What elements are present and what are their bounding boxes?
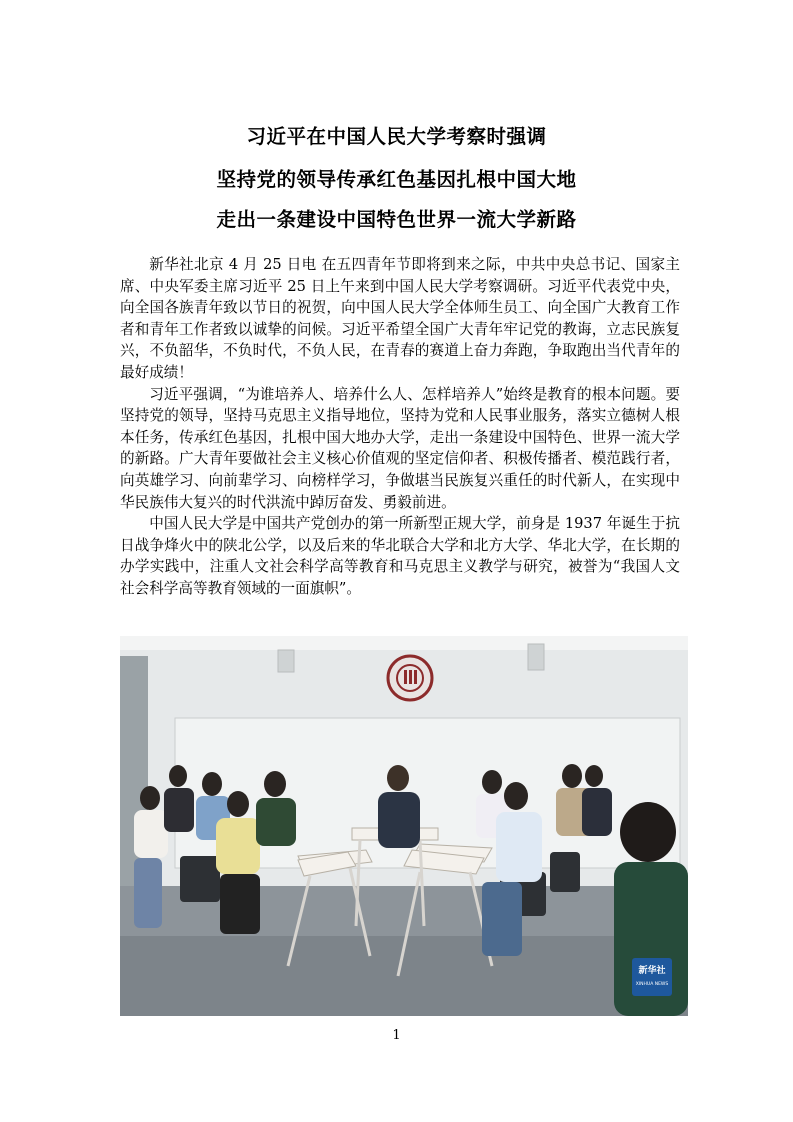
paragraph-1: 新华社北京 4 月 25 日电 在五四青年节即将到来之际，中共中央总书记、国家主席、中央军委主席习近平 25 日上午来到中国人民大学考察调研。习近平代表党中央，向全国各族青年致以节日的祝贺，向中国人民大学全体师生员工、向全国广大教育工作者和青年工作者致以诚挚的问候。习近平希望全国广大青年牢记党的教诲，立志民族复兴，不负韶华，不负时代，不负人民，在青春的赛道上奋力奔跑，争取跑出当代青年的最好成绩！	[120, 256, 680, 381]
news-photo	[120, 636, 688, 1016]
university-emblem	[388, 656, 432, 700]
article-body	[120, 254, 680, 600]
xinhua-watermark	[632, 958, 672, 996]
headline-line-1: 习近平在中国人民大学考察时强调	[246, 125, 547, 148]
page-number: 1	[392, 1028, 401, 1043]
paragraph-3: 中国人民大学是中国共产党创办的第一所新型正规大学，前身是 1937 年诞生于抗日战争烽火中的陕北公学，以及后来的华北联合大学和北方大学、华北大学，在长期的办学实践中，注重人文社会科学高等教育和马克思主义教学与研究，被誉为“我国人文社会科学高等教育领域的一面旗帜”。	[120, 515, 680, 597]
headline-line-2: 坚持党的领导传承红色基因扎根中国大地	[216, 168, 577, 191]
watermark-en: XINHUA NEWS	[635, 982, 669, 987]
paragraph-2: 习近平强调，“为谁培养人、培养什么人、怎样培养人”始终是教育的根本问题。要坚持党的领导，坚持马克思主义指导地位，坚持为党和人民事业服务，落实立德树人根本任务，传承红色基因，扎根中国大地办大学，走出一条建设中国特色、世界一流大学的新路。广大青年要做社会主义核心价值观的坚定信仰者、积极传播者、模范践行者，向英雄学习、向前辈学习、向榜样学习，争做堪当民族复兴重任的时代新人，在实现中华民族伟大复兴的时代洪流中踔厉奋发、勇毅前进。	[120, 385, 680, 511]
headline-line-3: 走出一条建设中国特色世界一流大学新路	[216, 208, 577, 231]
watermark-cn: 新华社	[638, 966, 666, 976]
